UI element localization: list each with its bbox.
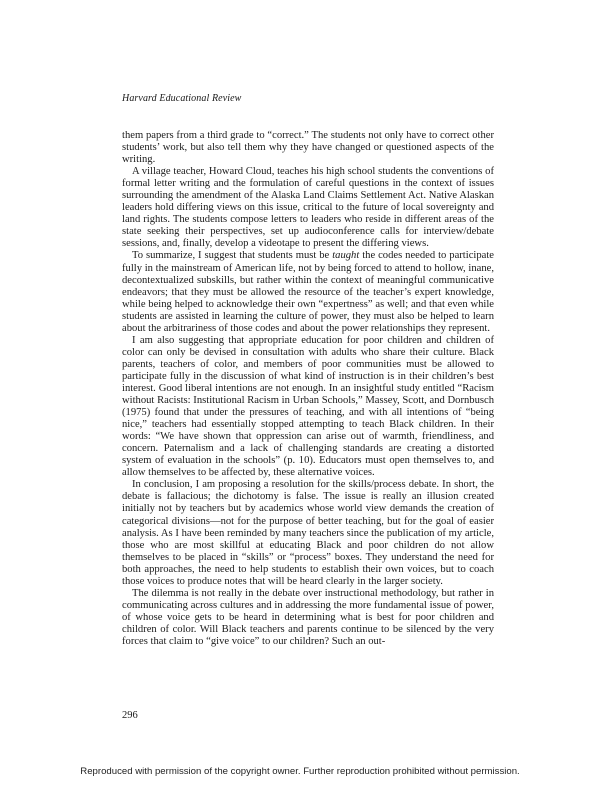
emphasis-taught: taught [332, 250, 360, 262]
running-head: Harvard Educational Review [122, 93, 242, 104]
paragraph-howard-cloud: A village teacher, Howard Cloud, teaches his high school students the conventions of formal letter writing and the formulation of careful questions in the context of issues surrounding the amendment of the Alaska Land Claims Settlement Act. Native Alaskan leaders hold differing views on this issue, critical to the future of local sovereignty and land rights. The students compose letters to leaders who reside in different areas of the state seeking their perspectives, set up audioconference calls for interview/debate sessions, and, finally, develop a videotape to present the differing views. [122, 166, 494, 250]
paragraph-summary [122, 250, 494, 334]
summary-text-end: the codes needed to participate fully in the mainstream of American life, not by being forced to attend to hollow, inane, decontextualized subskills, but rather within the context of meaningful communicative endeavors; that they must be allowed the resource of the teacher’s expert knowledge, while being helped to acknowledge their own “expertness” as well; and that even while students are assisted in learning the culture of power, they must also be helped to learn about the arbitrariness of those codes and about the power relationships they represent. [122, 250, 494, 334]
copyright-notice: Reproduced with permission of the copyright owner. Further reproduction prohibited without permission. [80, 766, 520, 777]
paragraph-consultation: I am also suggesting that appropriate education for poor children and children of color can only be devised in consultation with adults who share their culture. Black parents, teachers of color, and members of poor communities must be allowed to participate fully in the discussion of what kind of instruction is in their children’s best interest. Good liberal intentions are not enough. In an insightful study entitled “Racism without Racists: Institutional Racism in Urban Schools,” Massey, Scott, and Dornbusch (1975) found that under the pressures of teaching, and with all intentions of “being nice,” teachers had essentially stopped attempting to teach Black children. In their words: “We have shown that oppression can arise out of warmth, friendliness, and concern. Paternalism and a lack of challenging standards are creating a distorted system of evaluation in the schools” (p. 10). Educators must open themselves to, and allow themselves to be affected by, these alternative voices. [122, 334, 494, 479]
summary-text-start: To summarize, I suggest that students must be [132, 250, 333, 262]
page-number: 296 [122, 710, 138, 721]
paragraph-conclusion: In conclusion, I am proposing a resolution for the skills/process debate. In short, the debate is fallacious; the dichotomy is false. The issue is really an illusion created initially not by teachers but by academics whose world view demands the creation of categorical divisions—not for the purpose of better teaching, but for the goal of easier analysis. As I have been reminded by many teachers since the publication of my article, those who are most skillful at educating Black and poor children do not allow themselves to be placed in “skills” or “process” boxes. They understand the need for both approaches, the need to help students to establish their own voices, but to coach those voices to produce notes that will be heard clearly in the larger society. [122, 479, 494, 587]
paragraph-continuation: them papers from a third grade to “correct.” The students not only have to correct other students’ work, but also tell them why they have changed or questioned aspects of the writing. [122, 130, 494, 166]
paragraph-dilemma: The dilemma is not really in the debate over instructional methodology, but rather in communicating across cultures and in addressing the more fundamental issue of power, of whose voice gets to be heard in determining what is best for poor children and children of color. Will Black teachers and parents continue to be silenced by the very forces that claim to “give voice” to our children? Such an out- [122, 587, 494, 647]
article-body [122, 130, 494, 648]
